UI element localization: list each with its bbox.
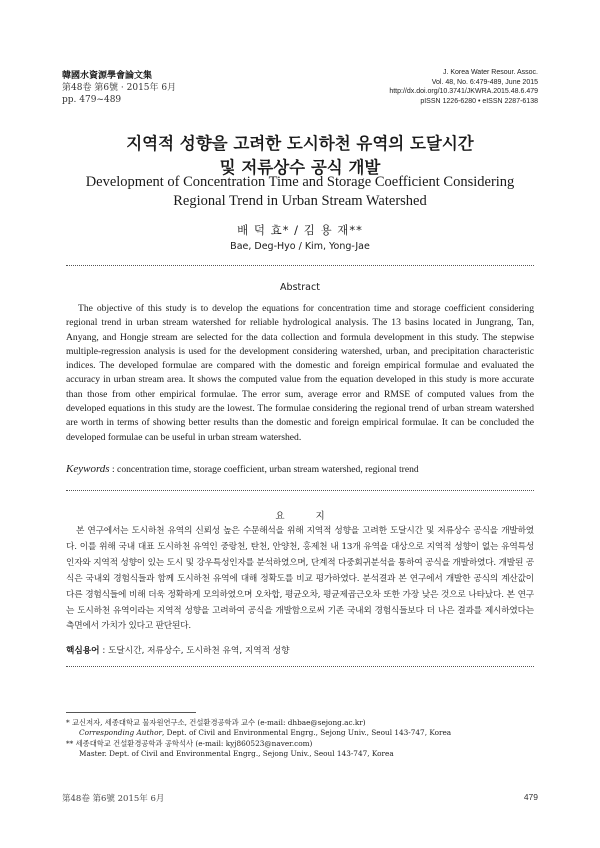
dotted-divider [66, 265, 534, 266]
summary-body: 본 연구에서는 도시하천 유역의 신뢰성 높은 수문해석을 위해 지역적 성향을 고려한 도달시간 및 저류상수 공식을 개발하였다. 이를 위해 국내 대표 도시하천 유역인 중랑천, 탄천, 안양천, 홍제천 내 13개 유역을 대상으로 지역적 성향이 없는 유역특성인자와 지역적 성향이 있는 도시 및 강우특성인자를 분석하였으며, 단계적 다중회귀분석을 통하여 공식을 개발하였다. 개발된 공식은 국내외 경험식들과 함께 도시하천 유역에 대해 정확도를 비교 평가하였다. 분석결과 본 연구에서 개발한 공식의 계산값이 다른 경험식들에 비해 더욱 정확하게 모의하였으며 오차합, 평균오차, 평균제곱근오차 또한 가장 낮은 것으로 나타났다. 본 연구는 도시하천 유역이라는 지역적 성향을 고려하여 공식을 개발함으로써 기존 국내외 경험식들보다 더 나은 결과를 제시하였다는 측면에서 가치가 있다고 판단된다. [66, 526, 534, 632]
journal-header-ko [62, 70, 176, 106]
footnote-2: ** 세종대학교 건설환경공학과 공학석사 (e-mail: kyj860523@naver.com) [66, 738, 313, 748]
footnote-1-affiliation: , Dept. of Civil and Environmental Engrg., Sejong Univ., Seoul 143-747, Korea [161, 728, 452, 738]
journal-name-en: J. Korea Water Resour. Assoc. [442, 69, 538, 76]
footnote-1-en [66, 728, 536, 738]
dotted-divider [66, 490, 534, 491]
keywords-label: Keywords [66, 463, 110, 475]
summary-heading: 요 지 [275, 511, 339, 522]
footnote-1: * 교신저자, 세종대학교 물자원연구소, 건설환경공학과 교수 (e-mail: dhbae@sejong.ac.kr) [66, 718, 366, 727]
title-ko-line2: 및 저류상수 공식 개발 [219, 158, 381, 177]
corresponding-label: Corresponding Author [79, 728, 162, 738]
title-ko-line1: 지역적 성향을 고려한 도시하천 유역의 도달시간 [126, 134, 474, 153]
keywords-ko-list: : 도달시간, 저류상수, 도시하천 유역, 지역적 성향 [99, 646, 290, 656]
doi-link[interactable]: http://dx.doi.org/10.3741/JKWRA.2015.48.6.479 [389, 88, 538, 95]
volume-ko: 第48卷 第6號 · 2015年 6月 [62, 83, 177, 93]
footer-volume: 第48卷 第6號 2015年 6月 [62, 794, 165, 804]
abstract-body: The objective of this study is to develop the equations for concentration time and storage coefficient considering regional trend in urban stream watershed for reliable hydrological analysis. The 13 basins located in Jungrang, Tan, Anyang, and Hongje stream are selected for the data collection and formula development in this study. The stepwise multiple-regression analysis is used for the development considering watershed, urban, and precipitation characteristic indices. The developed formulae are compared with the domestic and foreign empirical formulae and evaluated the accuracy in urban stream area. It shows the computed value from the equation developed in this study is more accurate than those from other empirical formulae. The error sum, average error and RMSE of computed values from the developed equations in this study are the lowest. The formulae considering the regional trend of urban stream watershed are worth in terms of showing better results than the domestic and foreign empirical formulae. It can be concluded the developed formulae can be useful in urban stream watershed. [66, 303, 534, 443]
keywords-list: : concentration time, storage coefficient, urban stream watershed, regional trend [109, 464, 419, 475]
volume-en: Vol. 48, No. 6:479-489, June 2015 [431, 78, 538, 86]
title-english [0, 173, 600, 211]
authors-korean: 배 덕 효* / 김 용 재** [237, 223, 363, 237]
page-number: 479 [523, 792, 538, 802]
journal-name-ko: 韓國水資源學會論文集 [62, 71, 153, 81]
dotted-divider [66, 666, 534, 667]
authors-english: Bae, Deg-Hyo / Kim, Yong-Jae [230, 241, 370, 252]
footnote-2-en: Master. Dept. of Civil and Environmental Engrg., Sejong Univ., Seoul 143-747, Korea [79, 749, 394, 759]
title-en-line1: Development of Concentration Time and Storage Coefficient Considering [85, 174, 515, 190]
footnote-rule [66, 712, 196, 713]
keywords-ko [66, 644, 534, 656]
keywords-ko-label: 핵심용어 [66, 646, 100, 656]
issn: pISSN 1226-6280 • eISSN 2287-6138 [420, 97, 538, 105]
keywords-en [66, 463, 534, 475]
abstract-heading: Abstract [280, 282, 320, 293]
title-en-line2: Regional Trend in Urban Stream Watershed [173, 193, 427, 209]
page-range: pp. 479~489 [62, 95, 122, 105]
journal-header-en [389, 68, 538, 106]
footnotes [66, 718, 536, 760]
